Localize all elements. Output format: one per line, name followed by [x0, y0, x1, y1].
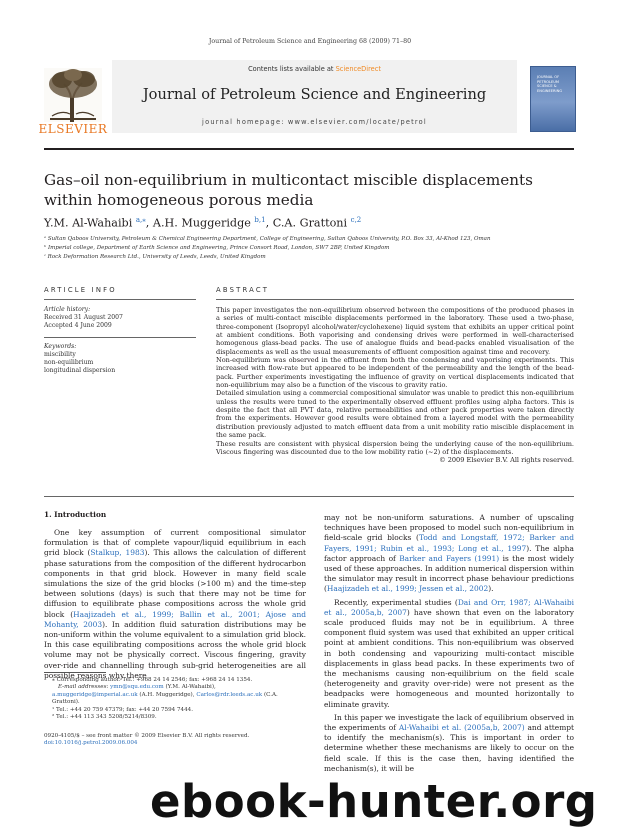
intro-text-run: ). In addition fluid saturation distributions may be non-uniform within the volume equivalent to a simulation grid block. In this case equilibrating compositions across the whole grid block volume may not be physically correct. Viscous fingering, gravity over-ride and channelling through sub-grid heterogeneities are all possible reasons why there [44, 619, 306, 680]
intro-paragraph [324, 713, 574, 774]
citation-link[interactable]: Haajizadeh et al., 1999; Ballin et al., 2001; Ajose and Mohanty, 2003 [44, 609, 306, 629]
footnote-2: ² Tel.: +44 113 343 5208/5214/8309. [52, 714, 157, 721]
footnote-1: ¹ Tel.: +44 20 759 47379; fax: +44 20 7594 7444. [52, 706, 193, 713]
elsevier-tree-logo [44, 68, 102, 122]
header-rule [44, 148, 574, 150]
copyright-notice: © 2009 Elsevier B.V. All rights reserved. [439, 456, 574, 465]
journal-homepage [112, 118, 517, 126]
keyword-item: longitudinal dispersion [44, 367, 116, 374]
citation-link[interactable]: Barker and Fayers (1991) [399, 553, 500, 563]
citation-link[interactable]: Todd and Longstaff, 1972; Barker and Fayers, 1991; Rubin et al., 1993; Long et al., 1997 [324, 533, 574, 553]
intro-right-column [324, 513, 574, 774]
intro-text-run: is the most widely used of these approaches. In addition numerical dispersion within the simulator may result in incorrect phase behaviour predictions ( [324, 553, 574, 594]
abstract-bottom-rule [44, 496, 574, 497]
author-name: Y.M. Al-Wahaibi [44, 216, 133, 230]
article-history-label: Article history: [44, 306, 91, 313]
accepted-date: Accepted 4 June 2009 [44, 322, 112, 329]
author-affiliation-mark[interactable]: c,2 [350, 216, 362, 224]
footnotes [44, 677, 306, 721]
affiliation-b: ᵇ Imperial college, Department of Earth Science and Engineering, Prince Consort Road, London, SW7 2BP, United Kingdom [44, 245, 390, 251]
abstract-paragraph: This paper investigates the non-equilibrium observed between the compositions of the produced phases in a series of multi-contact miscible displacements performed in the laboratory. These used a two-phase, three-component (Isopropyl alcohol/water/cyclohexene) liquid system that exhibits an upper critical point at ambient conditions. Both vaporising and condensing drives were performed in well-characterised homogenous glass-bead packs. The use of analogue fluids and bead-packs enabled visualisation of the displacements as well as the usual measurements of effluent composition against time and recovery. [216, 306, 574, 356]
article-title: Gas–oil non-equilibrium in multicontact miscible displacements within homogeneous porous media [44, 171, 533, 209]
cover-title: JOURNAL OF PETROLEUM SCIENCE & ENGINEERING [537, 75, 563, 93]
keyword-item: non-equilibrium [44, 359, 94, 366]
intro-text-run: ). This allows the calculation of different phase saturations from the composition of the different hydrocarbon components in that grid block. However in many field scale simulations the size of the grid blocks (>100 m) and the time-step between solutions (days) is such that there may not be time for diffusion to equilibrate phase compositions across the whole grid block ( [44, 548, 306, 619]
intro-text-run: ). [488, 584, 494, 594]
email-addresses-cont [44, 692, 306, 707]
keyword-item: miscibility [44, 351, 76, 358]
intro-text-run: ). The alpha factor approach of [324, 543, 574, 563]
sciencedirect-link[interactable]: ScienceDirect [335, 65, 381, 73]
article-info-label: ARTICLE INFO [44, 286, 117, 294]
journal-reference: Journal of Petroleum Science and Engineering 68 (2009) 71–80 [208, 38, 412, 45]
author-affiliation-mark[interactable]: a,⁎ [135, 216, 146, 224]
intro-paragraph [44, 528, 306, 681]
author-name: C.A. Grattoni [272, 216, 348, 230]
intro-left-column [44, 528, 306, 681]
corresponding-author-note: ⁎ Corresponding author. Tel.: +968 24 14 2546; fax: +968 24 14 1354. [52, 677, 253, 683]
keywords-rule [44, 337, 196, 338]
footnote-rule [44, 672, 106, 673]
article-info-rule [44, 299, 196, 300]
author-affiliation-mark[interactable]: b,1 [254, 216, 266, 224]
keywords-label: Keywords: [44, 343, 77, 350]
issn-line: 0920-4105/$ – see front matter © 2009 Elsevier B.V. All rights reserved. [44, 733, 250, 739]
citation-link[interactable]: Stalkup, 1983 [90, 548, 145, 558]
abstract-body [216, 306, 574, 465]
intro-text-run: and attempt to identify the mechanism(s). This is important in order to determine whether these mechanisms are likely to occur on the field scale. If this is the case then, having identified the mechanism(s), it will be [324, 723, 574, 773]
email-owner: (A.H. Muggeridge), [137, 691, 197, 698]
author-list: Y.M. Al-Wahaibi $^{a,⁎}$, A.H. Muggeridge $^{b,1}$, C.A. Grattoni $^{c,2}$ [44, 216, 362, 230]
intro-text-run: may not be non-uniform saturations. A number of upscaling techniques have been proposed to model such non-equilibrium in field-scale grid blocks ( [324, 513, 574, 543]
email-addresses [44, 684, 306, 691]
intro-text-run: In this paper we investigate the lack of equilibrium observed in the experiments of [324, 712, 574, 733]
abstract-label: ABSTRACT [216, 286, 270, 294]
introduction-heading: 1. Introduction [44, 510, 107, 519]
email-link[interactable]: ymn@squ.edu.com [110, 684, 164, 691]
email-link[interactable]: a.muggeridge@imperial.ac.uk [52, 691, 138, 698]
intro-text-run: Recently, experimental studies ( [334, 597, 458, 607]
journal-title: Journal of Petroleum Science and Engineering [142, 86, 487, 103]
elsevier-wordmark: ELSEVIER [38, 122, 108, 136]
watermark-banner [150, 776, 620, 828]
email-owner: (Y.M. Al-Wahaibi), [163, 684, 216, 691]
intro-paragraph [324, 513, 574, 595]
contents-line [112, 65, 517, 73]
citation-link[interactable]: Haajizadeh et al., 1999; Jessen et al., 2002 [326, 584, 489, 594]
intro-text-run: One key assumption of current compositional simulator formulation is that of complete vapour/liquid equilibrium in each grid block ( [44, 528, 306, 558]
affiliation-a: ᵃ Sultan Qaboos University, Petroleum & Chemical Engineering Department, College of Engineering, Sultan Qaboos University, P.O. Box 33, Al-Khod 123, Oman [44, 236, 491, 242]
abstract-rule [216, 299, 574, 300]
author-name: A.H. Muggeridge [152, 216, 251, 230]
email-owner: (C.A. Grattoni). [52, 691, 278, 706]
email-label: E-mail addresses: [58, 684, 111, 691]
email-link[interactable]: Carlos@rdr.leeds.ac.uk [196, 691, 263, 698]
contents-prefix: Contents lists available at [248, 65, 336, 73]
abstract-paragraph: Non-equilibrium was observed in the effluent from both the condensing and vaporising experiments. This increased with flow-rate but appeared to be independent of the permeability and the length of the bead-pack. Further experiments investigating the influence of gravity on vertical displacements indicated that non-equilibrium may also be a function of the viscous to gravity ratio. [216, 356, 574, 390]
citation-link[interactable]: Dai and Orr, 1987; Al-Wahaibi et al., 2005a,b, 2007 [324, 597, 574, 617]
journal-cover-thumbnail [530, 66, 576, 132]
homepage-url[interactable]: www.elsevier.com/locate/petrol [287, 118, 427, 126]
abstract-paragraph: These results are consistent with physical dispersion being the underlying cause of the non-equilibrium. Viscous fingering was discounted due to the low mobility ratio (~2) of the displacements. [216, 439, 574, 456]
doi-link[interactable]: doi:10.1016/j.petrol.2009.06.004 [44, 740, 138, 747]
front-matter-notes [44, 733, 306, 748]
citation-link[interactable]: Al-Wahaibi et al. (2005a,b, 2007) [398, 723, 525, 733]
intro-text-run: ) have shown that even on the laboratory scale produced fluids may not be in equilibrium. A three component fluid system was used that exhibited an upper critical point at ambient conditions. This non-equilibrium was observed in both condensing and vapourizing multi-contact miscible displacements in glass bead packs. In these experiments two of the mechanisms causing non-equilibrium on the field scale (heterogeneity and gravity over-ride) were not present as the beadpacks were homogeneous and mounted horizontally to eliminate gravity. [324, 607, 574, 709]
watermark-text: ebook-hunter.org [150, 775, 598, 828]
homepage-prefix: journal homepage: [202, 118, 288, 126]
intro-paragraph [324, 598, 574, 710]
received-date: Received 31 August 2007 [44, 314, 123, 321]
affiliation-c: ᶜ Rock Deformation Research Ltd., University of Leeds, Leeds, United Kingdom [44, 254, 266, 260]
abstract-paragraph: Detailed simulation using a commercial compositional simulator was unable to predict this non-equilibrium unless the results were tuned to the experimentally observed effluent profiles using alpha factors. This is despite the fact that all PVT data, relative permeabilities and other pack properties were taken directly from the experiments. However good results were obtained from a layered model with the permeability distribution previously adjusted to match effluent data from a unit mobility ratio miscible displacement in the same pack. [216, 389, 574, 440]
